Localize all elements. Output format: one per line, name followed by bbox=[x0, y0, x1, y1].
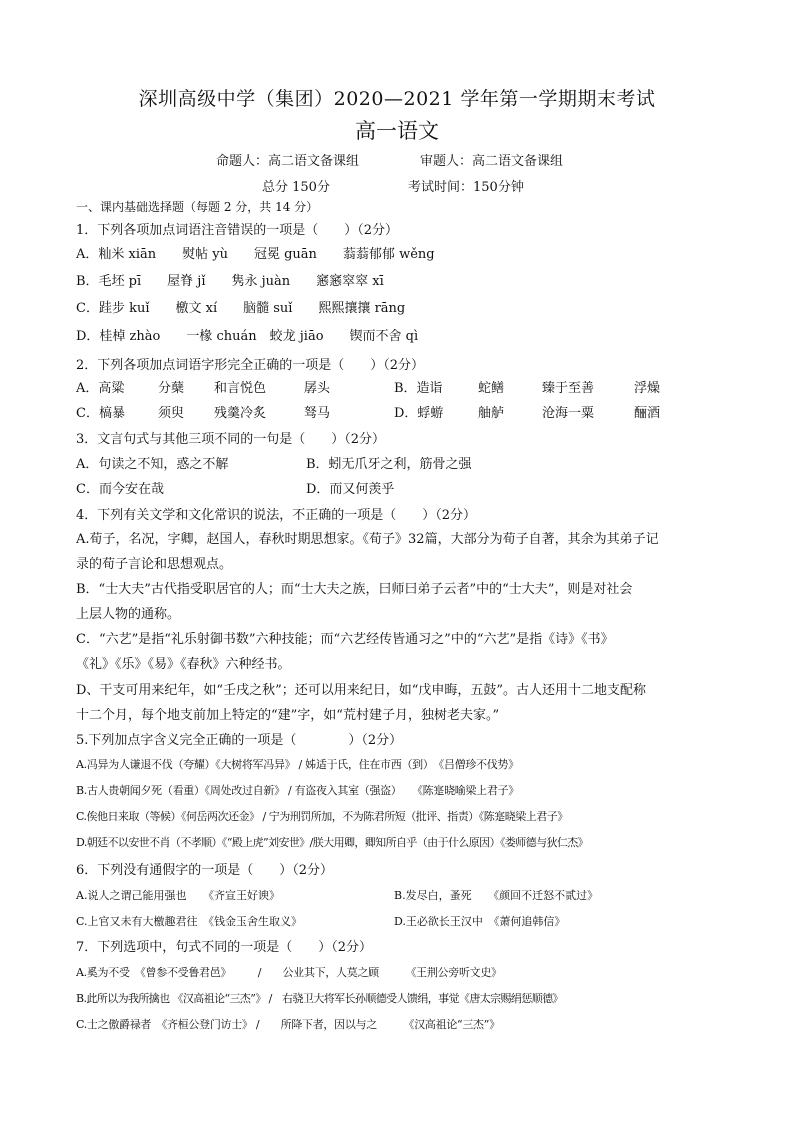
q2-d-word-3: 沧海一粟 bbox=[542, 406, 595, 421]
q2-a-word-1: A．高粱 bbox=[76, 381, 125, 396]
q2-b-word-3: 臻于至善 bbox=[542, 381, 595, 396]
q7-option-b: B.此所以为我所擒也 《汉高祖论“三杰”》 / 右骁卫大将军长孙顺德受人馈绢，事觉《唐太宗赐绢惩顺德》 bbox=[76, 992, 563, 1005]
q7-stem: 7．下列选项中，句式不同的一项是（ ）（2分） bbox=[76, 940, 373, 955]
q4-option-b-line2: 上层人物的通称。 bbox=[76, 607, 181, 622]
q4-option-d-line1: D、干支可用来纪年，如“壬戌之秋”；还可以用来纪日，如“戊申晦，五鼓”。古人还用十二地支配称 bbox=[76, 683, 647, 698]
q6-option-d: D.王必欲长王汉中 《萧何追韩信》 bbox=[394, 915, 566, 928]
q4-option-c-line1: C．“六艺”是指“礼乐射御书数”六种技能；而“六艺经传皆通习之”中的“六艺”是指《诗》《书》 bbox=[76, 632, 614, 647]
exam-title: 深圳高级中学（集团）2020—2021 学年第一学期期末考试 bbox=[138, 88, 656, 110]
q4-option-a-line2: 录的荀子言论和思想观点。 bbox=[76, 557, 233, 572]
q2-c-word-1: C．槁暴 bbox=[76, 406, 125, 421]
q2-d-word-1: D．蜉蝣 bbox=[394, 406, 444, 421]
q6-stem: 6．下列没有通假字的一项是（ ）（2分） bbox=[76, 863, 334, 878]
q5-stem: 5.下列加点字含义完全正确的一项是（ ）（2分） bbox=[76, 733, 403, 748]
q2-stem: 2．下列各项加点词语字形完全正确的一项是（ ）（2分） bbox=[76, 358, 425, 373]
q1-option-c: C．跬步 kuǐ 檄文 xí 脑髓 suǐ 熙熙攘攘 rāng bbox=[76, 301, 406, 316]
q5-option-d: D.朝廷不以安世不肖（不孝顺）《“殿上虎”刘安世》/朕大用卿，卿知所自乎（由于什么原因）《娄师德与狄仁杰》 bbox=[76, 836, 589, 849]
q1-option-d: D．桂棹 zhào 一椽 chuán 蛟龙 jiāo 锲而不舍 qì bbox=[76, 329, 419, 344]
proposer: 命题人：高二语文备课组 bbox=[216, 154, 360, 169]
section-heading: 一、课内基础选择题（每题 2 分，共 14 分） bbox=[76, 200, 319, 214]
q2-c-word-4: 驽马 bbox=[304, 406, 331, 421]
q2-c-word-2: 须臾 bbox=[158, 406, 185, 421]
q2-c-word-3: 残羹冷炙 bbox=[214, 406, 267, 421]
q2-b-word-2: 蛇鳝 bbox=[478, 381, 505, 396]
q2-a-word-3: 和言悦色 bbox=[214, 381, 267, 396]
q3-stem: 3．文言句式与其他三项不同的一句是（ ）（2分） bbox=[76, 432, 386, 447]
total-score: 总分 150分 bbox=[262, 180, 330, 195]
q5-option-b: B.古人贵朝闻夕死（看重）《周处改过自新》 / 有盗夜入其室（强盗） 《陈寔晓喻梁上君子》 bbox=[76, 784, 519, 797]
q2-a-word-2: 分蘖 bbox=[158, 381, 185, 396]
q6-option-a: A.说人之谓己能用强也 《齐宣王好谀》 bbox=[76, 889, 280, 902]
q2-a-word-4: 孱头 bbox=[304, 381, 331, 396]
q3-option-d: D．而又何羡乎 bbox=[306, 482, 395, 497]
exam-subject: 高一语文 bbox=[355, 119, 439, 143]
q1-option-a: A．籼米 xiān 熨帖 yù 冠冕 guān 蓊蓊郁郁 wěng bbox=[76, 247, 435, 262]
q1-option-b: B．毛坯 pī 屋脊 jǐ 隽永 juàn 窸窸窣窣 xī bbox=[76, 274, 384, 289]
q6-option-b: B.发尽白，蚤死 《颜回不迁怒不贰过》 bbox=[394, 889, 599, 902]
q4-stem: 4．下列有关文学和文化常识的说法，不正确的一项是（ ）（2分） bbox=[76, 508, 477, 523]
q4-option-c-line2: 《礼》《乐》《易》《春秋》六种经书。 bbox=[76, 657, 291, 672]
q3-option-a: A．句读之不知，惑之不解 bbox=[76, 457, 229, 472]
q3-option-b: B．蚓无爪牙之利，筋骨之强 bbox=[306, 457, 472, 472]
q2-d-word-2: 舳舻 bbox=[478, 406, 505, 421]
q5-option-c: C.俟他日来取（等候）《何岳两次还金》 / 宁为刑罚所加，不为陈君所短（批评、指责）《陈寔晓梁上君子》 bbox=[76, 810, 568, 823]
q7-option-a: A.奚为不受 《曾参不受鲁君邑》 / 公业其下，人莫之顾 《王荆公旁听文史》 bbox=[76, 966, 502, 979]
q4-option-a-line1: A.荀子，名况，字卿，赵国人，春秋时期思想家。《荀子》32篇，大部分为荀子自著，其余为其弟子记 bbox=[76, 532, 659, 547]
q2-b-word-4: 浮燥 bbox=[634, 381, 661, 396]
q2-b-word-1: B．造诣 bbox=[394, 381, 443, 396]
q7-option-c: C.士之傲爵禄者 《齐桓公登门访士》 / 所降下者，因以与之 《汉高祖论“三杰”》 bbox=[76, 1018, 500, 1031]
q5-option-a: A.冯异为人谦退不伐（夸耀）《大树将军冯异》 / 姊适于氏，住在市西（到） 《吕僧珍不伐势》 bbox=[76, 758, 519, 771]
q6-option-c: C.上官又未有大檄趣君往 《钱金玉舍生取义》 bbox=[76, 915, 303, 928]
q4-option-b-line1: B．“士大夫”古代指受职居官的人；而“士大夫之族，曰师曰弟子云者”中的“士大夫”，则是对社会 bbox=[76, 582, 633, 597]
reviewer: 审题人：高二语文备课组 bbox=[420, 154, 564, 169]
exam-time: 考试时间：150分钟 bbox=[408, 180, 524, 195]
q4-option-d-line2: 十二个月，每个地支前加上特定的“建”字，如“荒村建子月，独树老夫家。” bbox=[76, 708, 500, 723]
q3-option-c: C．而今安在哉 bbox=[76, 482, 164, 497]
q2-d-word-4: 酾酒 bbox=[634, 406, 661, 421]
q1-stem: 1．下列各项加点词语注音错误的一项是（ ）（2分） bbox=[76, 223, 399, 238]
